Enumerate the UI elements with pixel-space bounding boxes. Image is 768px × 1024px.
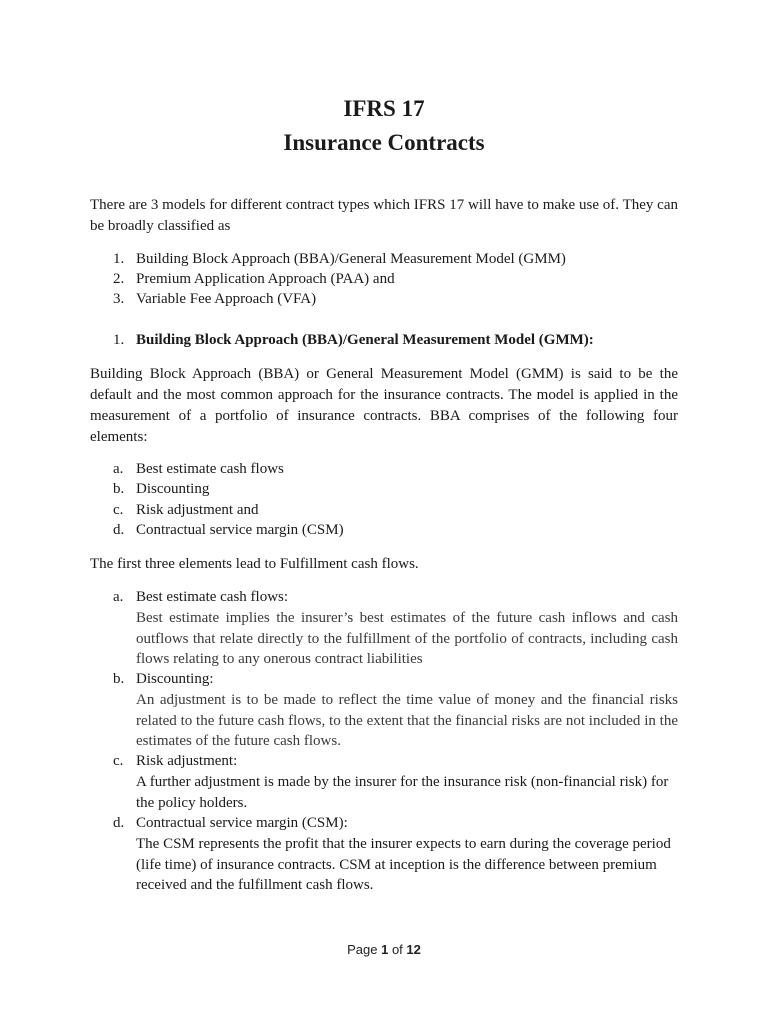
detail-body: A further adjustment is made by the insurer for the insurance risk (non-financial risk) for the policy holders.: [136, 774, 669, 811]
element-item: Discounting: [136, 481, 210, 497]
total-page-count: 12: [406, 942, 421, 957]
detail-body: Best estimate implies the insurer’s best estimates of the future cash inflows and cash outflows that relate directly to the fulfillment of the portfolio of contracts, including cash flows relating to any onerous contract liabilities: [136, 610, 678, 667]
document-title: IFRS 17: [343, 96, 425, 121]
section-heading: Building Block Approach (BBA)/General Measurement Model (GMM):: [136, 332, 594, 348]
detail-letter: b.: [113, 671, 125, 687]
detail-heading: Discounting:: [136, 671, 214, 687]
model-number: 2.: [113, 271, 125, 287]
detail-heading: Risk adjustment:: [136, 753, 238, 769]
element-item: Best estimate cash flows: [136, 461, 284, 477]
fulfillment-line: The first three elements lead to Fulfillment cash flows.: [90, 556, 419, 572]
detail-letter: c.: [113, 753, 124, 769]
footer-of-label: of: [391, 942, 403, 957]
model-item: Building Block Approach (BBA)/General Measurement Model (GMM): [136, 251, 566, 267]
detail-body: The CSM represents the profit that the insurer expects to earn during the coverage period (life time) of insurance contracts. CSM at inception is the difference between premium received and the fulfillment cash flows.: [136, 836, 671, 893]
element-letter: a.: [113, 461, 124, 477]
model-number: 3.: [113, 291, 125, 307]
model-number: 1.: [113, 251, 125, 267]
section-number: 1.: [113, 332, 125, 348]
detail-letter: d.: [113, 815, 125, 831]
document-subtitle: Insurance Contracts: [283, 130, 485, 155]
footer-page-label: Page: [347, 942, 378, 957]
element-item: Contractual service margin (CSM): [136, 522, 344, 538]
model-item: Premium Application Approach (PAA) and: [136, 271, 395, 287]
element-letter: d.: [113, 522, 125, 538]
detail-heading: Contractual service margin (CSM):: [136, 815, 348, 831]
intro-paragraph: There are 3 models for different contract types which IFRS 17 will have to make use of. They can be broadly classified as: [90, 197, 678, 234]
element-letter: b.: [113, 481, 125, 497]
model-item: Variable Fee Approach (VFA): [136, 291, 317, 307]
detail-letter: a.: [113, 589, 124, 605]
detail-heading: Best estimate cash flows:: [136, 589, 289, 605]
bba-paragraph: Building Block Approach (BBA) or General Measurement Model (GMM) is said to be the default and the most common approach for the insurance contracts. The model is applied in the measurement of a portfolio of insurance contracts. BBA comprises of the following four elements:: [90, 366, 678, 445]
element-letter: c.: [113, 502, 124, 518]
page-footer: [0, 942, 768, 957]
current-page-number: 1: [381, 942, 389, 957]
detail-body: An adjustment is to be made to reflect the time value of money and the financial risks related to the future cash flows, to the extent that the financial risks are not included in the estimates of the future cash flows.: [136, 692, 678, 749]
element-item: Risk adjustment and: [136, 502, 259, 518]
